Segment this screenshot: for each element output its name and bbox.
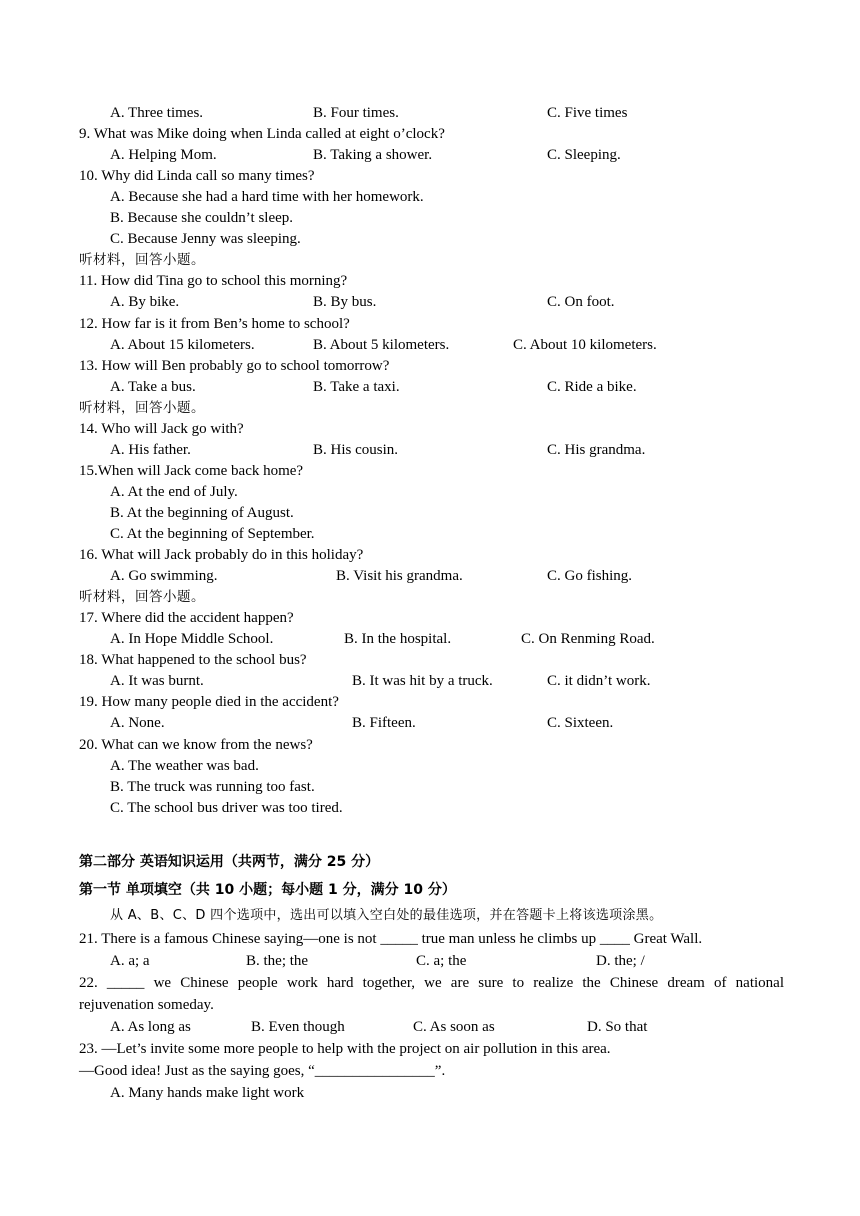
question-22-line1: 22. _____ we Chinese people work hard together, we are sure to realize the Chinese dream of national [79,975,784,991]
question-line: 14. Who will Jack go with? [79,420,244,437]
question-22-line2: rejuvenation someday. [79,997,214,1013]
option-b: B. In the hospital. [344,631,452,648]
section-instruction: 从 A、B、C、D 四个选项中，选出可以填入空白处的最佳选项，并在答题卡上将该选项涂黑。 [110,908,663,923]
instruction-line: 听材料，回答小题。 [79,399,205,416]
option-c: C. As soon as [413,1019,495,1035]
question-line: 15.When will Jack come back home? [79,462,304,479]
option-b: B. About 5 kilometers. [313,336,450,353]
option-c: C. On Renming Road. [521,631,655,648]
option-a: A. Take a bus. [110,378,196,395]
option-line: B. Because she couldn’t sleep. [110,210,294,227]
option-a: A. a; a [110,953,150,969]
instruction-line: 听材料，回答小题。 [79,589,205,606]
option-c: C. Sixteen. [547,715,614,732]
option-a: A. Go swimming. [110,568,218,585]
options-row [110,671,784,692]
option-line: A. Because she had a hard time with her homework. [110,189,424,206]
question-line: 16. What will Jack probably do in this holiday? [79,547,364,564]
options-row [110,713,784,734]
section-title: 第一节 单项填空（共 10 小题；每小题 1 分，满分 10 分） [79,882,456,898]
option-line: C. At the beginning of September. [110,526,315,542]
option-b: B. Take a taxi. [313,378,400,395]
option-line: A. The weather was bad. [110,757,259,774]
question-line: 9. What was Mike doing when Linda called at eight o’clock? [79,126,445,143]
option-a: A. It was burnt. [110,673,204,690]
question-line: 20. What can we know from the news? [79,736,313,753]
question-line: 10. Why did Linda call so many times? [79,168,315,185]
option-a: A. Helping Mom. [110,147,217,164]
option-line: C. Because Jenny was sleeping. [110,231,301,248]
options-row [110,951,784,972]
options-row [110,629,784,650]
option-b: B. His cousin. [313,441,399,458]
options-row [110,145,784,166]
options-row [110,566,784,587]
question-line: 18. What happened to the school bus? [79,652,307,669]
options-row [110,377,784,398]
question-line: 19. How many people died in the accident? [79,694,339,711]
question-line: 12. How far is it from Ben’s home to school? [79,315,350,332]
option-c: C. His grandma. [547,441,646,458]
option-c: C. Go fishing. [547,568,633,585]
option-a: A. By bike. [110,294,180,311]
option-c: C. a; the [416,953,467,969]
option-b: B. Fifteen. [352,715,416,732]
question-23-option-a: A. Many hands make light work [110,1085,305,1101]
option-a: A. Three times. [110,105,204,121]
question-21: 21. There is a famous Chinese saying—one is not _____ true man unless he climbs up ____ Great Wall. [79,931,703,947]
part-title: 第二部分 英语知识运用（共两节，满分 25 分） [79,854,380,870]
option-line: C. The school bus driver was too tired. [110,799,343,816]
option-b: B. Four times. [313,105,399,121]
question-line: 13. How will Ben probably go to school tomorrow? [79,357,390,374]
option-a: A. As long as [110,1019,191,1035]
question-line: 17. Where did the accident happen? [79,610,294,627]
option-line: A. At the end of July. [110,483,238,500]
option-d: D. So that [587,1019,648,1035]
option-a: A. His father. [110,441,191,458]
options-row [110,335,784,356]
option-b: B. Visit his grandma. [336,568,463,585]
option-b: B. Taking a shower. [313,147,433,164]
options-row [110,440,784,461]
option-c: C. Five times [547,105,628,121]
options-row [110,292,784,313]
question-23-line1: 23. —Let’s invite some more people to help with the project on air pollution in this area. [79,1041,611,1057]
instruction-line: 听材料，回答小题。 [79,252,205,269]
option-b: B. By bus. [313,294,377,311]
option-a: A. In Hope Middle School. [110,631,274,648]
option-b: B. Even though [251,1019,345,1035]
option-a: A. None. [110,715,165,732]
option-c: C. Sleeping. [547,147,621,164]
options-row [110,103,784,124]
option-c: C. it didn’t work. [547,673,651,690]
option-b: B. the; the [246,953,309,969]
option-b: B. It was hit by a truck. [352,673,493,690]
question-23-line2: —Good idea! Just as the saying goes, “________________”. [79,1063,446,1079]
option-line: B. At the beginning of August. [110,504,294,521]
option-d: D. the; / [596,953,645,969]
question-line: 11. How did Tina go to school this morning? [79,273,348,290]
option-line: B. The truck was running too fast. [110,778,315,795]
option-a: A. About 15 kilometers. [110,336,255,353]
option-c: C. On foot. [547,294,615,311]
options-row [110,1017,784,1038]
option-c: C. Ride a bike. [547,378,637,395]
option-c: C. About 10 kilometers. [513,336,657,353]
